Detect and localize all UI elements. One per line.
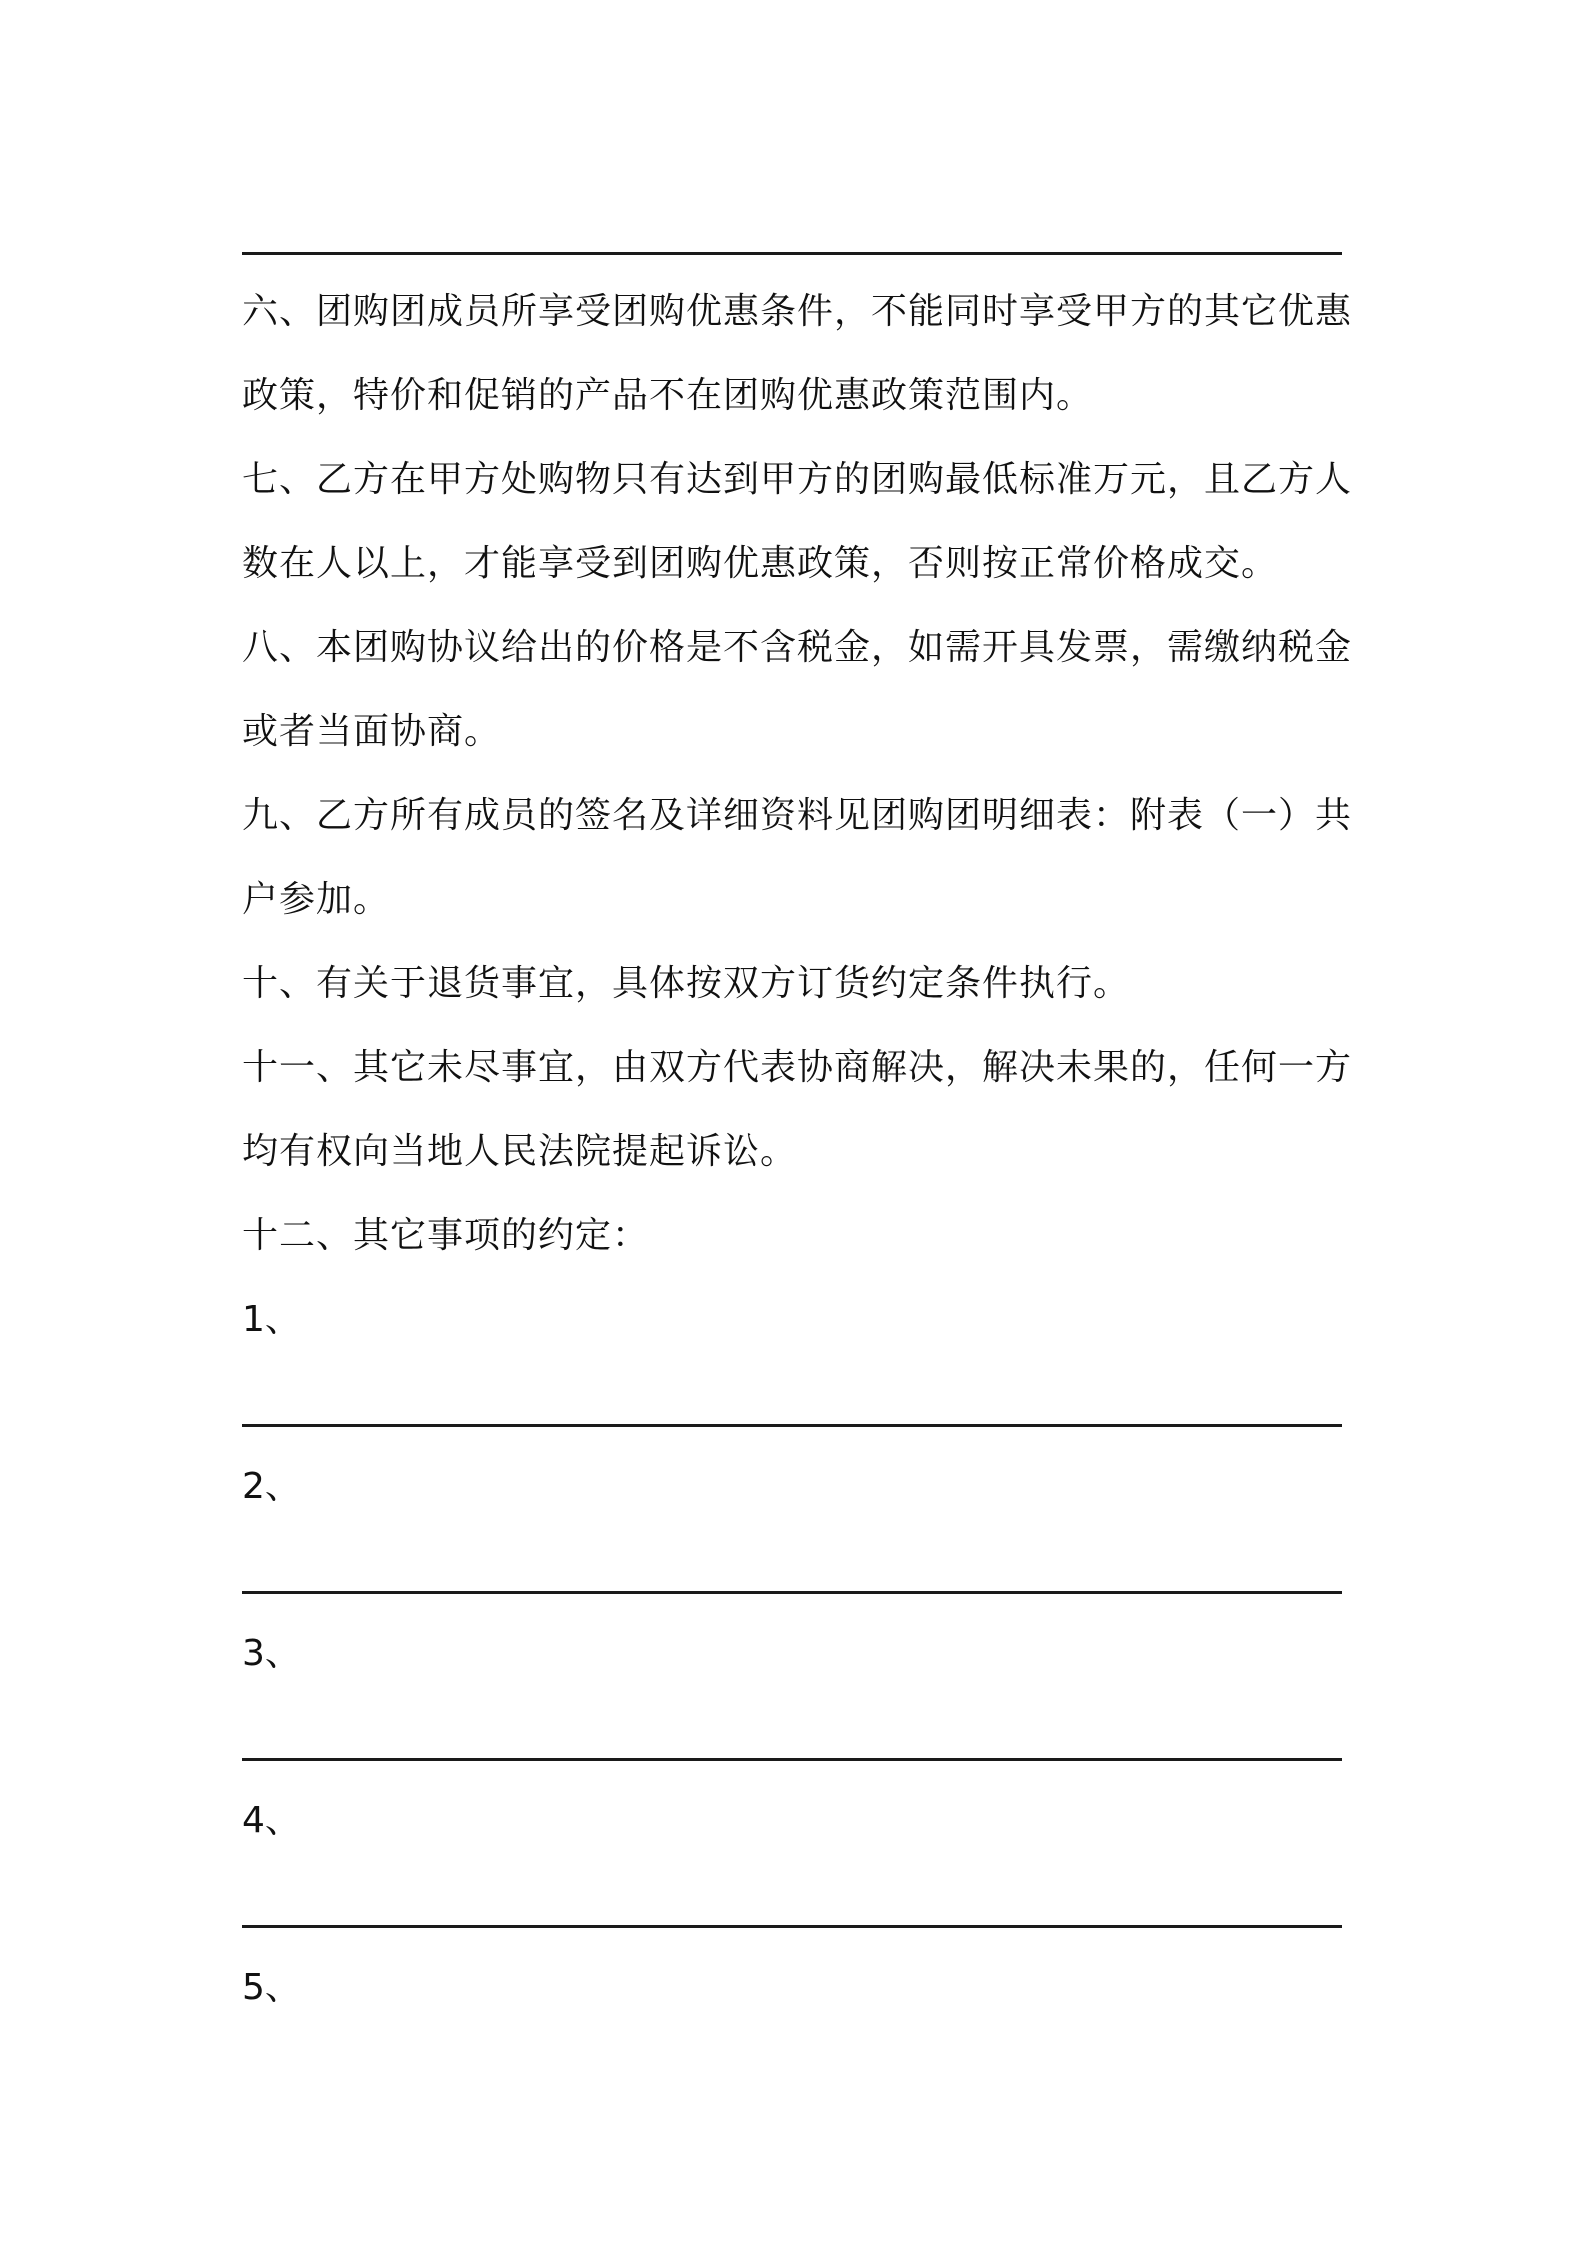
clause-8: 八、本团购协议给出的价格是不含税金，如需开具发票，需缴纳税金或者当面协商。 [242, 627, 1353, 752]
clause-12: 十二、其它事项的约定： [242, 1215, 650, 1256]
clause-10: 十、有关于退货事宜，具体按双方订货约定条件执行。 [242, 963, 1131, 1004]
item-3: 3、 [242, 1633, 301, 1674]
item-2: 2、 [242, 1466, 301, 1507]
clause-11: 十一、其它未尽事宜，由双方代表协商解决，解决未果的，任何一方均有权向当地人民法院提起诉讼。 [242, 1047, 1353, 1172]
clause-6: 六、团购团成员所享受团购优惠条件，不能同时享受甲方的其它优惠政策，特价和促销的产品不在团购优惠政策范围内。 [242, 291, 1353, 416]
item-5: 5、 [242, 1967, 301, 2008]
blank-line-2 [242, 1591, 1342, 1594]
clause-7: 七、乙方在甲方处购物只有达到甲方的团购最低标准万元，且乙方人数在人以上，才能享受到团购优惠政策，否则按正常价格成交。 [242, 459, 1353, 584]
blank-line-1 [242, 1424, 1342, 1427]
blank-line-top [242, 252, 1342, 255]
item-4: 4、 [242, 1800, 301, 1841]
item-1: 1、 [242, 1299, 301, 1340]
blank-line-3 [242, 1758, 1342, 1761]
clause-9: 九、乙方所有成员的签名及详细资料见团购团明细表：附表（一）共户参加。 [242, 795, 1353, 920]
blank-line-4 [242, 1925, 1342, 1928]
